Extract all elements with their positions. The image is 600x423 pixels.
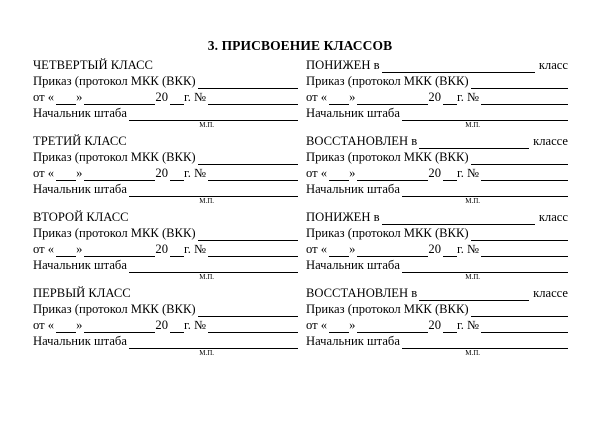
order-field[interactable]	[198, 229, 298, 241]
stamp-place: М.П.	[465, 349, 480, 357]
class-heading: ТРЕТИЙ КЛАСС	[33, 134, 127, 148]
date-line: от « » 20 г. №	[306, 241, 568, 257]
order-field[interactable]	[198, 77, 298, 89]
date-line: от « » 20 г. №	[33, 165, 298, 181]
order-line: Приказ (протокол МКК (ВКК)	[33, 301, 298, 317]
month-field[interactable]	[84, 169, 155, 181]
class-block-second	[33, 209, 298, 285]
restore-block-2	[306, 285, 568, 361]
class-field[interactable]	[382, 213, 535, 225]
chief-signature-field[interactable]	[129, 185, 298, 197]
day-field[interactable]	[56, 245, 76, 257]
class-field[interactable]	[419, 137, 529, 149]
day-field[interactable]	[56, 321, 76, 333]
order-field[interactable]	[471, 153, 568, 165]
month-field[interactable]	[84, 321, 155, 333]
number-field[interactable]	[208, 245, 298, 257]
status-heading: ПОНИЖЕН в класс	[306, 58, 568, 72]
stamp-place: М.П.	[199, 273, 214, 281]
date-line: от « » 20 г. №	[306, 89, 568, 105]
order-line: Приказ (протокол МКК (ВКК)	[33, 73, 298, 89]
year-field[interactable]	[443, 321, 457, 333]
month-field[interactable]	[84, 93, 155, 105]
year-field[interactable]	[443, 93, 457, 105]
chief-signature-field[interactable]	[129, 261, 298, 273]
number-field[interactable]	[208, 169, 298, 181]
chief-signature-field[interactable]	[129, 337, 298, 349]
stamp-place: М.П.	[465, 121, 480, 129]
class-heading: ПЕРВЫЙ КЛАСС	[33, 286, 131, 300]
month-field[interactable]	[357, 169, 428, 181]
stamp-place: М.П.	[465, 273, 480, 281]
day-field[interactable]	[329, 321, 349, 333]
year-field[interactable]	[170, 321, 184, 333]
number-field[interactable]	[208, 321, 298, 333]
chief-signature-field[interactable]	[402, 185, 568, 197]
class-block-first	[33, 285, 298, 361]
stamp-place: М.П.	[199, 197, 214, 205]
number-field[interactable]	[481, 93, 568, 105]
date-line: от « » 20 г. №	[306, 165, 568, 181]
date-line: от « » 20 г. №	[306, 317, 568, 333]
year-field[interactable]	[443, 245, 457, 257]
year-field[interactable]	[443, 169, 457, 181]
stamp-place: М.П.	[199, 121, 214, 129]
year-field[interactable]	[170, 93, 184, 105]
chief-line: Начальник штаба	[306, 257, 568, 273]
class-field[interactable]	[382, 61, 535, 73]
right-column	[306, 57, 568, 361]
month-field[interactable]	[357, 321, 428, 333]
order-line: Приказ (протокол МКК (ВКК)	[306, 301, 568, 317]
date-line: от « » 20 г. №	[33, 317, 298, 333]
class-block-fourth	[33, 57, 298, 133]
year-field[interactable]	[170, 245, 184, 257]
order-field[interactable]	[198, 153, 298, 165]
date-line: от « » 20 г. №	[33, 89, 298, 105]
chief-line: Начальник штаба	[33, 181, 298, 197]
status-heading: ПОНИЖЕН в класс	[306, 210, 568, 224]
order-line: Приказ (протокол МКК (ВКК)	[33, 225, 298, 241]
page-title: 3. ПРИСВОЕНИЕ КЛАССОВ	[207, 38, 393, 53]
order-line: Приказ (протокол МКК (ВКК)	[306, 225, 568, 241]
chief-signature-field[interactable]	[402, 261, 568, 273]
day-field[interactable]	[329, 245, 349, 257]
left-column	[33, 57, 298, 361]
number-field[interactable]	[208, 93, 298, 105]
downgrade-block-1	[306, 57, 568, 133]
day-field[interactable]	[329, 169, 349, 181]
date-line: от « » 20 г. №	[33, 241, 298, 257]
chief-line: Начальник штаба	[306, 105, 568, 121]
chief-line: Начальник штаба	[33, 105, 298, 121]
stamp-place: М.П.	[199, 349, 214, 357]
order-line: Приказ (протокол МКК (ВКК)	[306, 73, 568, 89]
year-field[interactable]	[170, 169, 184, 181]
chief-line: Начальник штаба	[33, 333, 298, 349]
day-field[interactable]	[56, 93, 76, 105]
chief-signature-field[interactable]	[402, 109, 568, 121]
status-heading: ВОССТАНОВЛЕН в классе	[306, 134, 568, 148]
chief-line: Начальник штаба	[306, 181, 568, 197]
month-field[interactable]	[357, 93, 428, 105]
status-heading: ВОССТАНОВЛЕН в классе	[306, 286, 568, 300]
order-field[interactable]	[471, 77, 568, 89]
number-field[interactable]	[481, 321, 568, 333]
restore-block-1	[306, 133, 568, 209]
class-heading: ВТОРОЙ КЛАСС	[33, 210, 129, 224]
class-field[interactable]	[419, 289, 529, 301]
number-field[interactable]	[481, 169, 568, 181]
chief-line: Начальник штаба	[33, 257, 298, 273]
stamp-place: М.П.	[465, 197, 480, 205]
chief-signature-field[interactable]	[129, 109, 298, 121]
chief-signature-field[interactable]	[402, 337, 568, 349]
day-field[interactable]	[56, 169, 76, 181]
chief-line: Начальник штаба	[306, 333, 568, 349]
downgrade-block-2	[306, 209, 568, 285]
order-line: Приказ (протокол МКК (ВКК)	[33, 149, 298, 165]
order-field[interactable]	[471, 305, 568, 317]
order-field[interactable]	[471, 229, 568, 241]
number-field[interactable]	[481, 245, 568, 257]
order-line: Приказ (протокол МКК (ВКК)	[306, 149, 568, 165]
day-field[interactable]	[329, 93, 349, 105]
month-field[interactable]	[357, 245, 428, 257]
class-heading: ЧЕТВЕРТЫЙ КЛАСС	[33, 58, 153, 72]
class-block-third	[33, 133, 298, 209]
order-field[interactable]	[198, 305, 298, 317]
month-field[interactable]	[84, 245, 155, 257]
